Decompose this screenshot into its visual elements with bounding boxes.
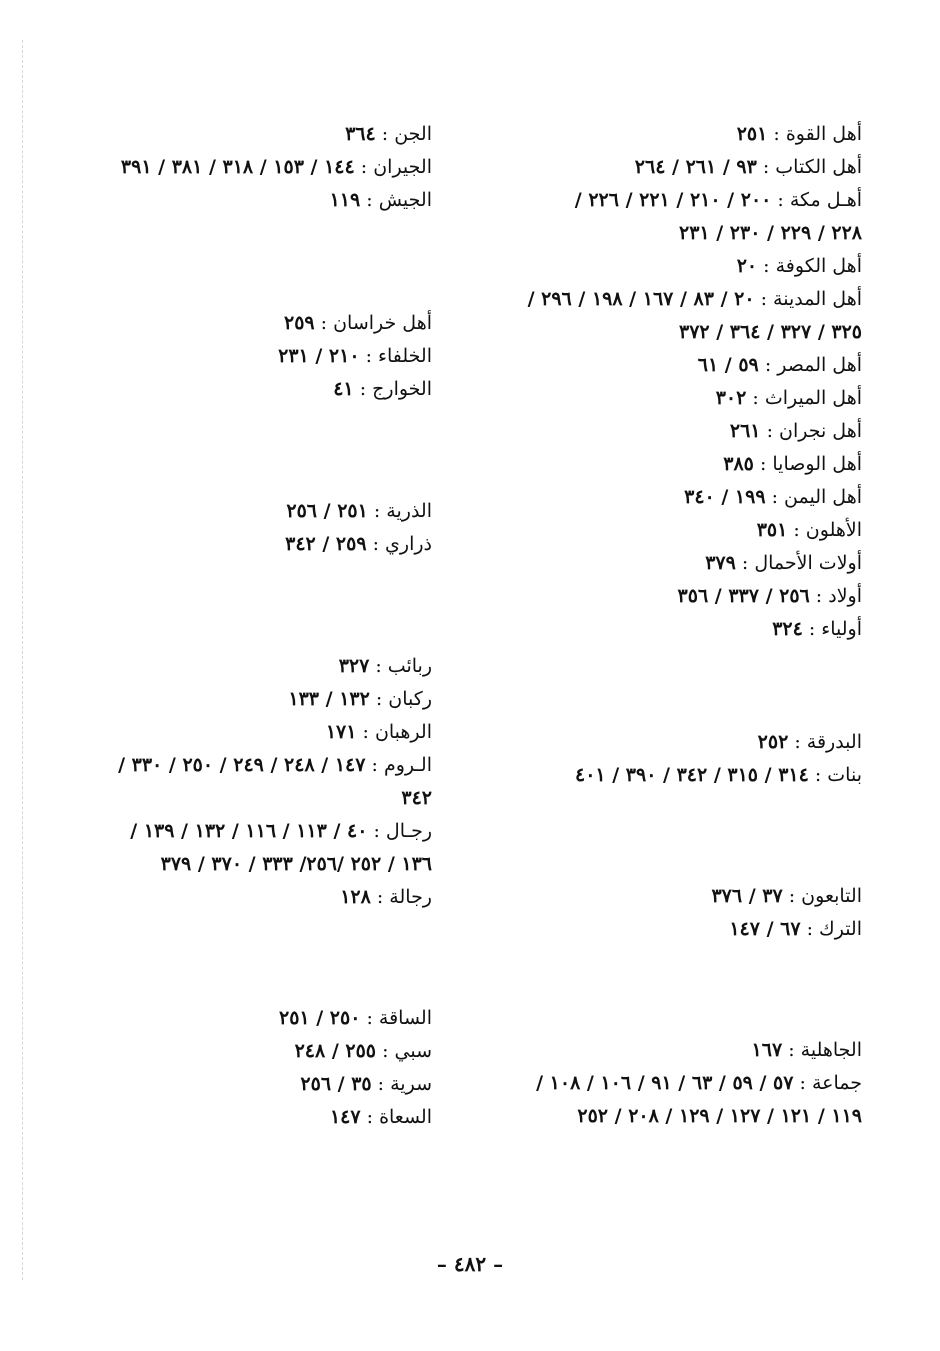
entry-page-refs: ٣٦٤ [345,123,376,145]
entry-page-refs: ١٦٧ [751,1039,783,1061]
index-entry [62,815,432,848]
entry-term: أهل خراسان : [320,312,432,334]
entry-page-refs: ٤١ [333,378,354,400]
entry-page-refs: ٢٠ / ٨٣ / ١٦٧ / ١٩٨ / ٢٩٦ / [527,288,755,310]
entry-page-refs: ٤٠ / ١١٣ / ١١٦ / ١٣٢ / ١٣٩ / [130,820,368,842]
entry-term: أولياء : [808,618,862,640]
entry-page-refs: ٦٧ / ١٤٧ [729,918,801,940]
entry-page-refs: ١١٩ [329,189,361,211]
index-entry [492,1100,862,1133]
entry-page-refs: ٢٦١ [729,420,761,442]
entry-term: أهل القوة : [773,123,862,145]
entry-page-refs: ١٣٦ / ٢٥٢ /٢٥٦/ ٣٣٣ / ٣٧٠ / ٣٧٩ [160,853,432,875]
entry-term: الرهبان : [362,721,432,743]
index-entry [492,880,862,913]
index-group [62,495,432,561]
entry-page-refs: ٢٥١ / ٢٥٦ [286,500,368,522]
entry-page-refs: ٣٢٧ [338,655,370,677]
entry-term: الترك : [806,918,862,940]
index-entry [492,448,862,481]
entry-page-refs: ٢٥٦ / ٣٣٧ / ٣٥٦ [677,585,810,607]
entry-term: الذرية : [373,500,432,522]
entry-page-refs: ٢٥٠ / ٢٥١ [279,1007,361,1029]
index-entry [492,913,862,946]
entry-term: أولاد : [815,585,862,607]
entry-term: أهل الوصايا : [759,453,862,475]
entry-term: أهل الكتاب : [762,156,862,178]
index-group [62,1002,432,1134]
entry-term: السعاة : [366,1106,432,1128]
index-entry [62,650,432,683]
entry-term: الساقة : [366,1007,432,1029]
entry-term: الخلفاء : [365,345,432,367]
index-entry [492,415,862,448]
entry-term: التابعون : [788,885,862,907]
entry-term: الـروم : [371,754,432,776]
entry-term: الجن : [381,123,432,145]
entry-term: ذراري : [372,533,432,555]
entry-term: أهـل مكة : [777,189,862,211]
index-entry [492,250,862,283]
entry-page-refs: ٣٧ / ٣٧٦ [711,885,783,907]
index-entry [492,184,862,217]
index-entry [62,184,432,217]
index-entry [62,1101,432,1134]
index-entry [492,759,862,792]
index-entry [492,151,862,184]
entry-page-refs: ٢٠ [736,255,758,277]
entry-term: ركبان : [375,688,432,710]
entry-page-refs: ٣٥ / ٢٥٦ [300,1073,372,1095]
entry-term: الجيش : [366,189,432,211]
index-entry [62,749,432,782]
entry-page-refs: ٢٥٢ [757,731,789,753]
entry-page-refs: ١٤٧ / ٢٤٨ / ٢٤٩ / ٢٥٠ / ٣٣٠ / [118,754,366,776]
entry-page-refs: ٣٨٥ [723,453,754,475]
index-entry [492,349,862,382]
entry-page-refs: ٥٧ / ٥٩ / ٦٣ / ٩١ / ١٠٦ / ١٠٨ / [536,1072,794,1094]
entry-page-refs: ٢٥٥ / ٢٤٨ [294,1040,377,1062]
index-group [492,880,862,946]
entry-page-refs: ١٢٨ [340,886,371,908]
entry-term: سبي : [382,1040,432,1062]
index-entry [62,716,432,749]
entry-term: سرية : [377,1073,432,1095]
index-entry [492,118,862,151]
index-entry [492,514,862,547]
entry-page-refs: ١١٩ / ١٢١ / ١٢٧ / ١٢٩ / ٢٠٨ / ٢٥٢ [577,1105,862,1127]
entry-term: جماعة : [799,1072,862,1094]
entry-term: البدرقة : [794,731,862,753]
entry-page-refs: ٢٥٩ / ٣٤٢ [285,533,367,555]
entry-page-refs: ٢٥١ [736,123,768,145]
entry-page-refs: ١٤٤ / ١٥٣ / ٣١٨ / ٣٨١ / ٣٩١ [120,156,355,178]
entry-term: أهل المدينة : [760,288,862,310]
entry-term: أهل اليمن : [771,486,862,508]
entry-term: رجـال : [373,820,432,842]
index-group [62,307,432,406]
entry-page-refs: ٢٠٠ / ٢١٠ / ٢٢١ / ٢٢٦ / [574,189,772,211]
entry-page-refs: ٣١٤ / ٣١٥ / ٣٤٢ / ٣٩٠ / ٤٠١ [575,764,809,786]
index-entry [492,217,862,250]
index-entry [492,1067,862,1100]
entry-term: أهل نجران : [766,420,862,442]
entry-page-refs: ٣٥١ [756,519,788,541]
entry-page-refs: ٣٢٥ / ٣٢٧ / ٣٦٤ / ٣٧٢ [678,321,862,343]
index-column-right [492,118,862,1133]
index-entry [492,547,862,580]
entry-term: الأهلون : [793,519,862,541]
index-column-left [62,118,432,1134]
index-entry [492,382,862,415]
index-entry [492,316,862,349]
index-entry [62,528,432,561]
index-entry [492,613,862,646]
entry-term: أهل المصر : [764,354,862,376]
index-entry [62,151,432,184]
entry-term: أهل الميراث : [752,387,862,409]
entry-term: بنات : [814,764,862,786]
entry-term: أهل الكوفة : [763,255,862,277]
index-entry [62,340,432,373]
entry-page-refs: ٣٢٤ [772,618,803,640]
index-entry [62,1035,432,1068]
index-entry [62,782,432,815]
entry-term: الخوارج : [359,378,432,400]
index-group [62,650,432,914]
entry-page-refs: ٣٠٢ [715,387,747,409]
entry-page-refs: ٢١٠ / ٢٣١ [278,345,360,367]
entry-page-refs: ١٣٢ / ١٣٣ [288,688,370,710]
entry-page-refs: ٣٧٩ [705,552,736,574]
margin-rule [22,40,24,1280]
index-group [492,118,862,646]
entry-page-refs: ٢٢٨ / ٢٢٩ / ٢٣٠ / ٢٣١ [678,222,862,244]
index-entry [62,373,432,406]
index-entry [492,481,862,514]
index-entry [492,726,862,759]
index-entry [62,307,432,340]
entry-page-refs: ١٤٧ [329,1106,361,1128]
index-entry [62,1002,432,1035]
index-entry [492,283,862,316]
index-entry [492,580,862,613]
index-group [62,118,432,217]
entry-page-refs: ٢٥٩ [283,312,315,334]
index-entry [62,118,432,151]
index-entry [62,881,432,914]
entry-page-refs: ١٧١ [325,721,357,743]
entry-page-refs: ٣٤٢ [401,787,432,809]
entry-term: أولات الأحمال : [741,552,862,574]
entry-term: الجيران : [360,156,432,178]
index-entry [62,683,432,716]
entry-term: ربائب : [375,655,432,677]
index-entry [62,848,432,881]
index-group [492,1034,862,1133]
entry-term: رجالة : [376,886,432,908]
entry-page-refs: ٥٩ / ٦١ [697,354,759,376]
index-entry [62,495,432,528]
entry-page-refs: ٩٣ / ٢٦١ / ٢٦٤ [634,156,757,178]
entry-page-refs: ١٩٩ / ٣٤٠ [684,486,766,508]
index-entry [492,1034,862,1067]
page-number: – ٤٨٢ – [436,1252,504,1276]
entry-term: الجاهلية : [788,1039,862,1061]
index-group [492,726,862,792]
index-entry [62,1068,432,1101]
